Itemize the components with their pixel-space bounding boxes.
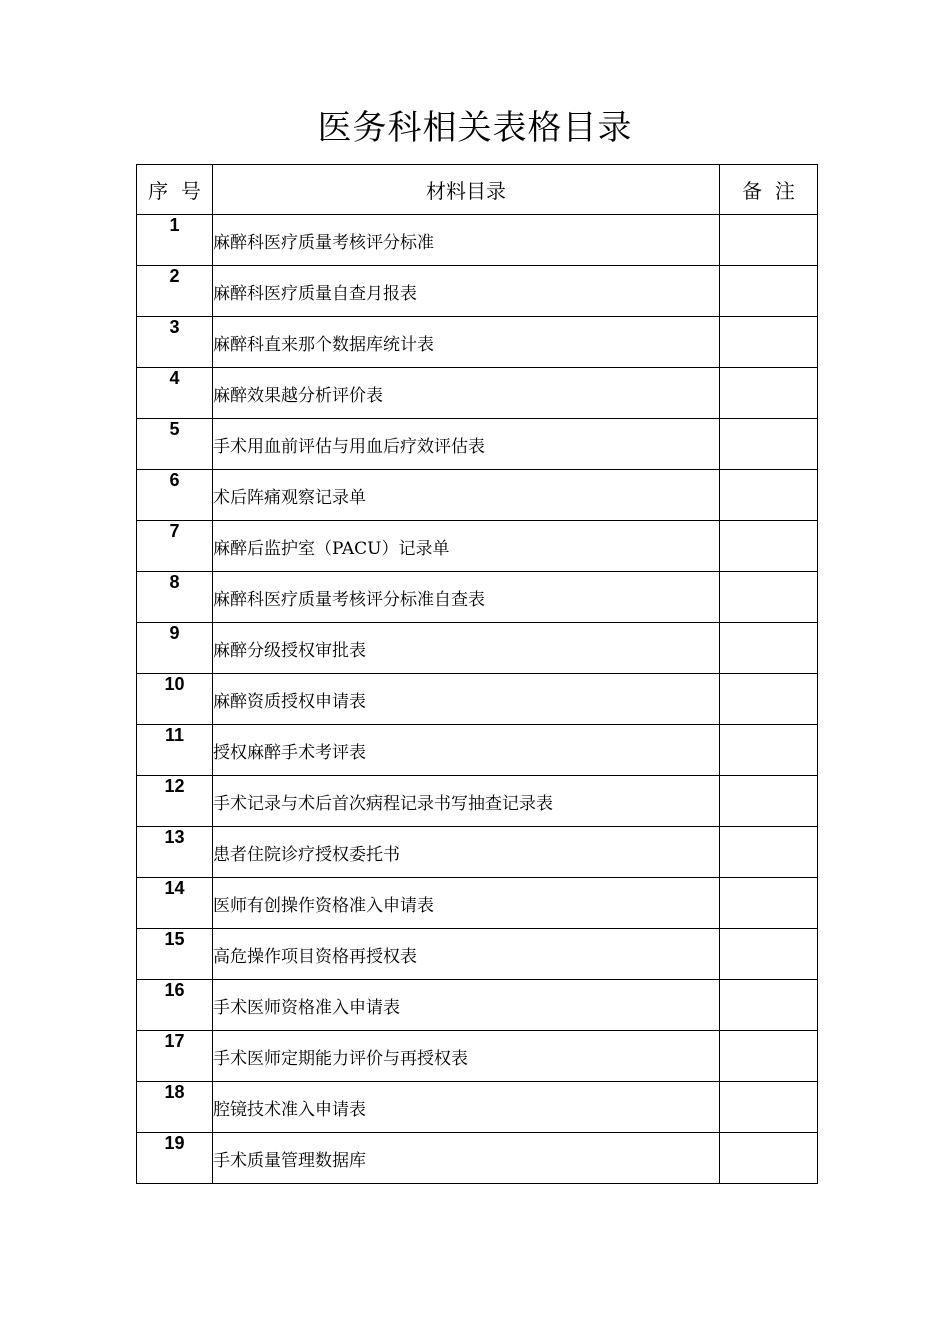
table-row [137,215,818,266]
row-seq: 12 [137,776,213,827]
table-header-row [137,165,818,215]
row-item: 麻醉资质授权申请表 [213,674,720,725]
row-seq: 19 [137,1133,213,1184]
row-seq: 16 [137,980,213,1031]
row-note [720,368,818,419]
table-body [137,215,818,1184]
row-item: 麻醉科直来那个数据库统计表 [213,317,720,368]
header-note: 备 注 [720,165,818,215]
table-row [137,521,818,572]
row-note [720,1082,818,1133]
row-item: 手术质量管理数据库 [213,1133,720,1184]
row-note [720,215,818,266]
row-item: 术后阵痛观察记录单 [213,470,720,521]
row-item: 麻醉效果越分析评价表 [213,368,720,419]
row-seq: 2 [137,266,213,317]
table-row [137,317,818,368]
row-item: 麻醉科医疗质量考核评分标准 [213,215,720,266]
row-seq: 5 [137,419,213,470]
table-row [137,266,818,317]
table-row [137,1031,818,1082]
row-note [720,470,818,521]
row-note [720,1133,818,1184]
row-item: 麻醉分级授权审批表 [213,623,720,674]
row-seq: 3 [137,317,213,368]
row-item: 腔镜技术准入申请表 [213,1082,720,1133]
row-note [720,980,818,1031]
row-item: 医师有创操作资格准入申请表 [213,878,720,929]
row-item: 手术医师资格准入申请表 [213,980,720,1031]
table-row [137,368,818,419]
row-item: 高危操作项目资格再授权表 [213,929,720,980]
row-note [720,878,818,929]
row-item: 麻醉后监护室（PACU）记录单 [213,521,720,572]
table-row [137,572,818,623]
row-note [720,266,818,317]
row-note [720,317,818,368]
header-item: 材料目录 [213,165,720,215]
row-seq: 9 [137,623,213,674]
table-row [137,980,818,1031]
row-seq: 17 [137,1031,213,1082]
page-title: 医务科相关表格目录 [317,108,633,148]
row-note [720,674,818,725]
table-row [137,470,818,521]
row-item: 手术用血前评估与用血后疗效评估表 [213,419,720,470]
table-row [137,1133,818,1184]
row-seq: 11 [137,725,213,776]
row-seq: 15 [137,929,213,980]
header-seq: 序 号 [137,165,213,215]
table-row [137,1082,818,1133]
row-seq: 10 [137,674,213,725]
row-item: 授权麻醉手术考评表 [213,725,720,776]
table-row [137,674,818,725]
row-item: 手术医师定期能力评价与再授权表 [213,1031,720,1082]
row-note [720,776,818,827]
table-row [137,878,818,929]
table-row [137,623,818,674]
table-row [137,725,818,776]
row-seq: 18 [137,1082,213,1133]
row-seq: 6 [137,470,213,521]
row-item: 麻醉科医疗质量自查月报表 [213,266,720,317]
row-note [720,572,818,623]
row-seq: 1 [137,215,213,266]
row-seq: 4 [137,368,213,419]
row-note [720,623,818,674]
table-row [137,776,818,827]
table-row [137,827,818,878]
row-note [720,827,818,878]
row-note [720,1031,818,1082]
row-item: 手术记录与术后首次病程记录书写抽查记录表 [213,776,720,827]
row-note [720,521,818,572]
row-seq: 14 [137,878,213,929]
table-row [137,929,818,980]
row-seq: 8 [137,572,213,623]
row-note [720,929,818,980]
row-item: 麻醉科医疗质量考核评分标准自查表 [213,572,720,623]
row-note [720,419,818,470]
catalog-table [136,164,818,1184]
row-note [720,725,818,776]
row-seq: 13 [137,827,213,878]
row-seq: 7 [137,521,213,572]
table-row [137,419,818,470]
row-item: 患者住院诊疗授权委托书 [213,827,720,878]
